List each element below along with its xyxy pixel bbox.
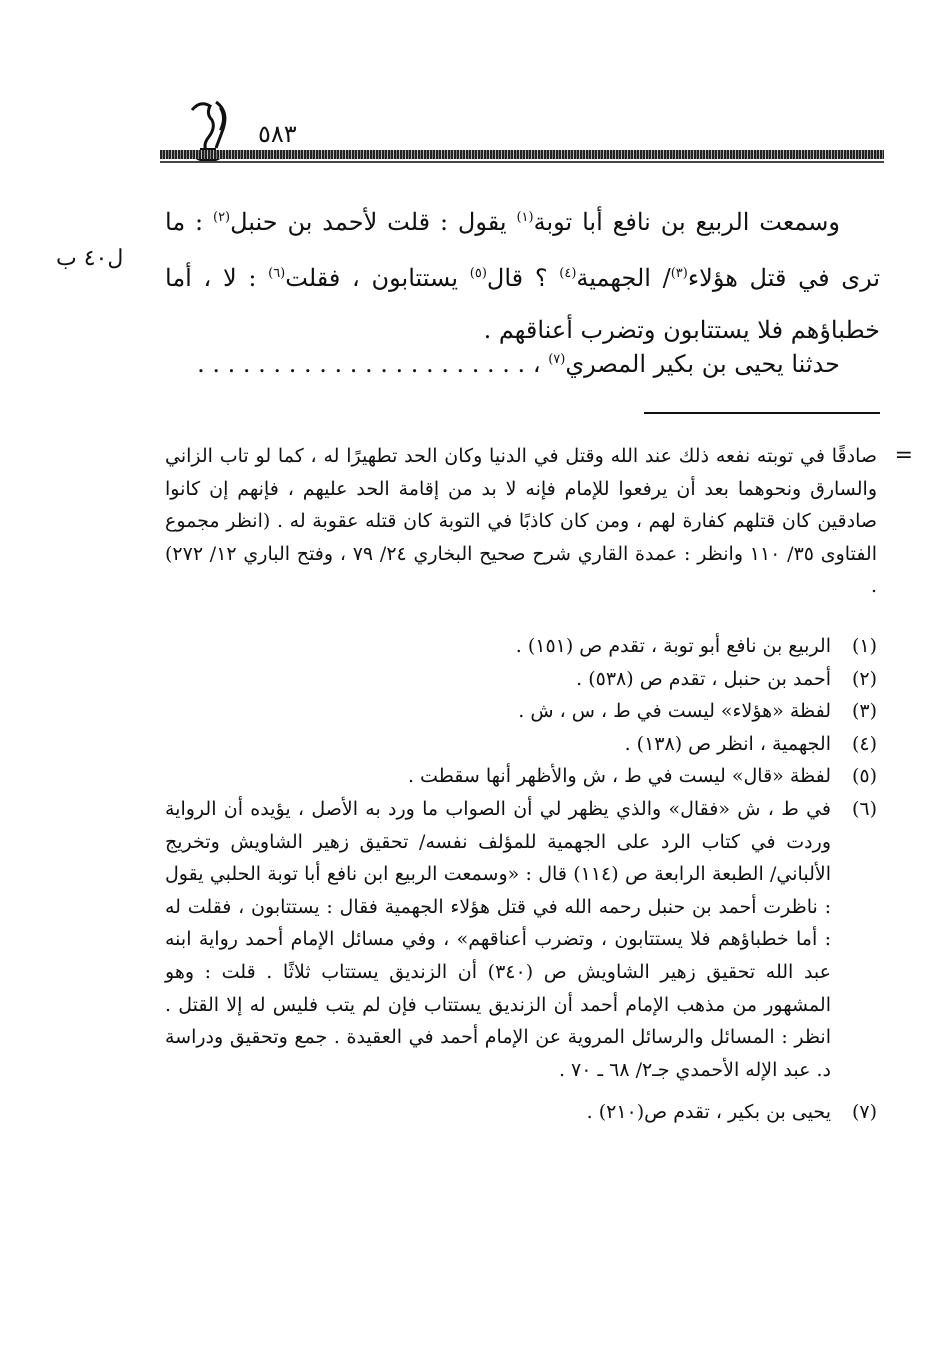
header-rule bbox=[160, 150, 884, 159]
header-rule-thin bbox=[160, 161, 884, 163]
footnote-number: (٣) bbox=[851, 700, 877, 723]
footnote-text: في ط ، ش «فقال» والذي يظهر لي أن الصواب ما ورد به الأصل ، يؤيده أن الرواية وردت في كتاب الرد على الجهمية للمؤلف نفسه/ تحقيق زهير الشاويش وتخريج الألباني/ الطبعة الرابعة ص (١١٤) قال : «وسمعت الربيع ابن نافع أبا توبة الحلبي يقول : ناظرت أحمد بن حنبل رحمه الله في قتل هؤلاء الجهمية فقال : يستتابون ، فقلت له : أما خطباؤهم فلا يستتابون ، وتضرب أعناقهم» ، وفي مسائل الإمام أحمد رواية ابنه عبد الله تحقيق زهير الشاويش ص (٣٤٠) أن الزنديق يستتاب ثلاثًا . قلت : وهو المشهور من مذهب الإمام أحمد أن الزنديق يستتاب فإن لم يتب فليس له إلا القتل . انظر : المسائل والرسائل المروية عن الإمام أحمد في العقيدة . جمع وتحقيق ودراسة د. عبد الإله الأحمدي جـ٢/ ٦٨ ـ ٧٠ . bbox=[165, 797, 831, 1081]
manuscript-folio-note: ل٤٠ ب bbox=[56, 246, 124, 271]
text-run: : ما ترى في قتل هؤلاء bbox=[165, 208, 881, 292]
text-run: حدثنا يحيى بن بكير المصري bbox=[565, 350, 840, 378]
footnote-text: يحيى بن بكير ، تقدم ص(٢١٠) . bbox=[586, 1101, 831, 1124]
footnote-number: (١) bbox=[851, 635, 877, 657]
footnote-ref[interactable]: (٣) bbox=[670, 266, 688, 281]
footnote-item bbox=[165, 695, 877, 728]
footnote-text: الربيع بن نافع أبو توبة ، تقدم ص (١٥١) . bbox=[515, 635, 831, 657]
continuation-mark: = bbox=[894, 443, 913, 468]
footnote-text: لفظة «قال» ليست في ط ، ش والأظهر أنها سقطت . bbox=[407, 765, 831, 788]
footnote-number: (٥) bbox=[851, 765, 877, 788]
footnote-number: (٦) bbox=[851, 797, 877, 820]
footnote-separator bbox=[644, 412, 880, 414]
footnote-number: (٧) bbox=[851, 1101, 877, 1124]
page-number: ٥٨٣ bbox=[258, 120, 297, 148]
footnote-text: الجهمية ، انظر ص (١٣٨) . bbox=[624, 732, 831, 755]
text-run: وسمعت الربيع بن نافع أبا توبة bbox=[533, 208, 840, 236]
text-run: يستتابون ، فقلت bbox=[285, 264, 470, 292]
footnote-item bbox=[165, 760, 877, 793]
footnote-ref[interactable]: (٤) bbox=[559, 266, 577, 281]
footnote-text: لفظة «هؤلاء» ليست في ط ، س ، ش . bbox=[518, 700, 831, 723]
text-run: ؟ قال bbox=[486, 264, 560, 292]
footnote-text: أحمد بن حنبل ، تقدم ص (٥٣٨) . bbox=[576, 667, 831, 690]
footnote-item bbox=[165, 630, 877, 663]
footnote-item bbox=[165, 663, 877, 696]
text-run: : لا ، أما خطباؤهم فلا يستتابون وتضرب أعناقهم . bbox=[165, 264, 880, 344]
footnote-ref[interactable]: (١) bbox=[516, 210, 534, 225]
footnote-continuation bbox=[165, 440, 913, 603]
footnote-text: صادقًا في توبته نفعه ذلك عند الله وقتل في الدنيا وكان الحد تطهيرًا له ، كما لو تاب الزاني والسارق ونحوهما بعد أن يرفعوا للإمام فإنه لا بد من إقامة الحد عليهم ، فإنهم إن كانوا صادقين كان قتلهم كفارة لهم ، ومن كان كاذبًا في التوبة كان قتله عقوبة له . (انظر مجموع الفتاوى ٣٥/ ١١٠ وانظر : عمدة القاري شرح صحيح البخاري ٢٤/ ٧٩ ، وفتح الباري ١٢/ ٢٧٢) . bbox=[165, 445, 877, 598]
text-run: يقول : قلت لأحمد بن حنبل bbox=[230, 208, 517, 236]
main-paragraph-1 bbox=[165, 192, 880, 356]
footnote-ref[interactable]: (٦) bbox=[268, 266, 286, 281]
footnote-list bbox=[165, 630, 877, 1129]
footnote-item bbox=[165, 793, 877, 1086]
footnote-ref[interactable]: (٢) bbox=[212, 210, 231, 225]
footnote-ref[interactable]: (٧) bbox=[548, 352, 566, 367]
main-paragraph-2 bbox=[165, 350, 880, 378]
footnote-ref[interactable]: (٥) bbox=[469, 266, 487, 281]
ellipsis-dots: ، . . . . . . . . . . . . . . . . . . . . . . bbox=[197, 350, 549, 378]
footnote-number: (٢) bbox=[851, 667, 877, 690]
text-run: / الجهمية bbox=[576, 264, 671, 292]
footnote-item bbox=[165, 1096, 877, 1129]
footnote-number: (٤) bbox=[851, 732, 877, 755]
footnote-item bbox=[165, 728, 877, 761]
